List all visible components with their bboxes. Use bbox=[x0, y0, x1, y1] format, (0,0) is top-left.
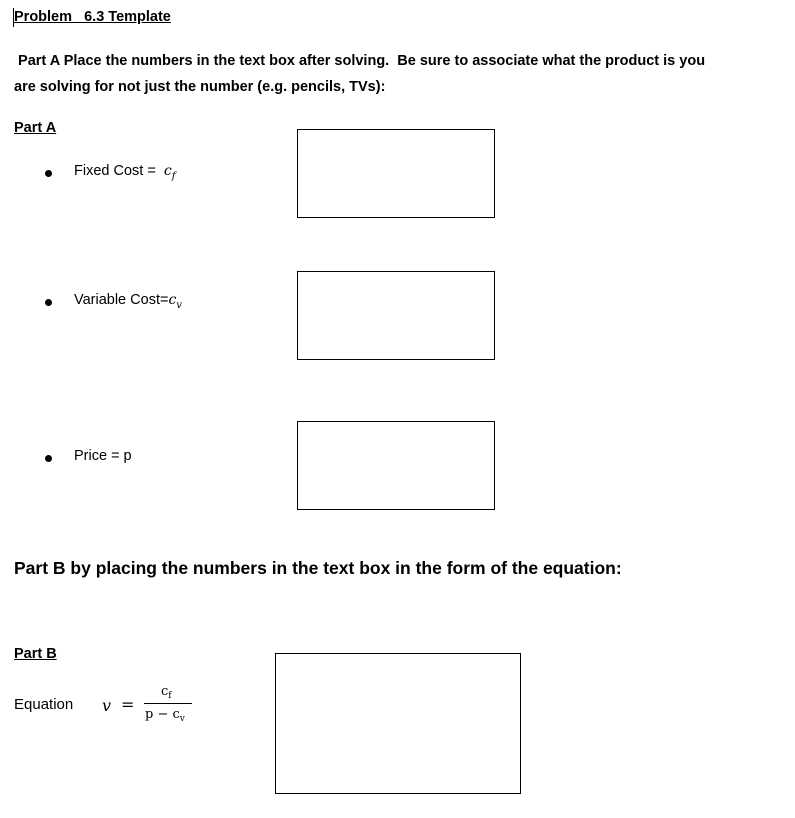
fixed-cost-label bbox=[74, 163, 176, 182]
equation-lhs: v bbox=[102, 696, 112, 715]
part-a-heading: Part A bbox=[14, 120, 57, 136]
equation-denominator bbox=[145, 707, 185, 722]
page-title: Problem 6.3 Template bbox=[14, 9, 171, 25]
fraction-bar bbox=[144, 703, 192, 704]
instructions-line-2: are solving for not just the number (e.g. pencils, TVs): bbox=[14, 79, 386, 95]
fixed-cost-answer-box[interactable] bbox=[297, 129, 495, 218]
variable-cost-subscript: v bbox=[176, 300, 182, 311]
equation-numerator-subscript: f bbox=[168, 691, 172, 701]
instructions-line-1: Part A Place the numbers in the text box after solving. Be sure to associate what the product is you bbox=[14, 53, 706, 69]
equation-label: Equation bbox=[14, 696, 74, 713]
variable-cost-answer-box[interactable] bbox=[297, 271, 495, 360]
equation-numerator-symbol: c bbox=[161, 684, 169, 699]
equation-denominator-subscript: v bbox=[179, 714, 185, 724]
variable-cost-text: Variable Cost= bbox=[74, 292, 169, 308]
bullet-icon bbox=[45, 170, 52, 177]
variable-cost-symbol: c bbox=[168, 292, 177, 308]
instructions-part-a bbox=[14, 48, 784, 100]
fixed-cost-text: Fixed Cost = bbox=[74, 163, 164, 179]
equation-numerator bbox=[161, 684, 172, 699]
fixed-cost-subscript: f bbox=[171, 171, 176, 182]
bullet-icon bbox=[45, 299, 52, 306]
equation-denominator-text: p − c bbox=[145, 707, 180, 722]
equation-answer-box[interactable] bbox=[275, 653, 521, 794]
equation-equals: = bbox=[121, 695, 135, 714]
bullet-icon bbox=[45, 455, 52, 462]
part-b-instruction: Part B by placing the numbers in the text box in the form of the equation: bbox=[14, 558, 622, 578]
fixed-cost-symbol: c bbox=[163, 163, 172, 179]
part-b-heading: Part B bbox=[14, 646, 57, 662]
price-answer-box[interactable] bbox=[297, 421, 495, 510]
price-label: Price = p bbox=[74, 448, 132, 464]
variable-cost-label bbox=[74, 292, 182, 311]
